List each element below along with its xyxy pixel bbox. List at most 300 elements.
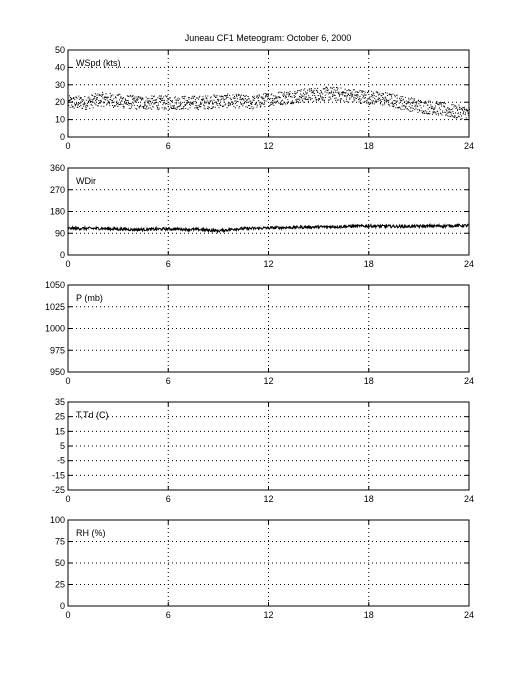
wind-speed-point — [445, 103, 446, 104]
wind-speed-point — [237, 105, 238, 106]
wind-speed-point — [320, 95, 321, 96]
wind-speed-point — [362, 92, 363, 93]
wind-speed-point — [145, 105, 146, 106]
wind-speed-point — [284, 103, 285, 104]
wind-speed-point — [413, 108, 414, 109]
wind-speed-point — [235, 107, 236, 108]
wind-speed-point — [332, 94, 333, 95]
wind-speed-point — [187, 100, 188, 101]
wind-speed-point — [213, 106, 214, 107]
wind-speed-point — [88, 97, 89, 98]
wind-speed-point — [403, 105, 404, 106]
wind-speed-point — [152, 98, 153, 99]
pressure-y-tick-label: 1050 — [44, 280, 65, 290]
wind-speed-point — [74, 108, 75, 109]
humidity-y-tick-label: 100 — [49, 515, 65, 525]
wind-speed-point — [264, 104, 265, 105]
wind-speed-point — [411, 111, 412, 112]
wind-speed-point — [447, 113, 448, 114]
wind-speed-point — [118, 94, 119, 95]
wind-speed-point — [372, 100, 373, 101]
wind-speed-point — [355, 92, 356, 93]
wind-speed-point — [261, 103, 262, 104]
figure-title: Juneau CF1 Meteogram: October 6, 2000 — [184, 33, 352, 43]
wind-speed-point — [147, 102, 148, 103]
wind-speed-point — [234, 96, 235, 97]
wind-speed-point — [253, 97, 254, 98]
wind-speed-point — [373, 92, 374, 93]
wind-speed-point — [272, 98, 273, 99]
wind-speed-point — [126, 102, 127, 103]
wind-speed-point — [249, 98, 250, 99]
wind-speed-point — [347, 90, 348, 91]
wind-speed-point — [175, 108, 176, 109]
wind-speed-point — [388, 100, 389, 101]
wind-speed-point — [396, 104, 397, 105]
wind-speed-point — [146, 97, 147, 98]
wind-speed-point — [190, 105, 191, 106]
wind-speed-point — [430, 102, 431, 103]
wind-speed-point — [327, 88, 328, 89]
temperature-label: T,Td (C) — [76, 410, 109, 420]
wind-speed-point — [338, 99, 339, 100]
wind-speed-point — [321, 98, 322, 99]
wind-speed-point — [241, 95, 242, 96]
wind-speed-point — [227, 97, 228, 98]
wind-speed-point — [292, 100, 293, 101]
wind-speed-point — [350, 93, 351, 94]
wind-speed-point — [171, 108, 172, 109]
wind-speed-point — [69, 100, 70, 101]
wind-speed-point — [148, 98, 149, 99]
wind-speed-point — [83, 104, 84, 105]
wind-speed-point — [117, 103, 118, 104]
wind-speed-point — [205, 96, 206, 97]
wind-speed-point — [295, 99, 296, 100]
wind-speed-point — [182, 102, 183, 103]
wind-speed-point — [137, 98, 138, 99]
wind-speed-point — [357, 92, 358, 93]
wind-speed-point — [433, 108, 434, 109]
wind-speed-point — [386, 102, 387, 103]
wind-speed-point — [265, 93, 266, 94]
wind-speed-point — [400, 108, 401, 109]
wind-speed-point — [257, 96, 258, 97]
wind-speed-point — [252, 102, 253, 103]
wind-speed-point — [323, 89, 324, 90]
wind-speed-point — [358, 92, 359, 93]
wind-speed-point — [308, 95, 309, 96]
wind-speed-point — [84, 96, 85, 97]
wind-speed-point — [236, 95, 237, 96]
wind-speed-point — [253, 107, 254, 108]
wind-speed-point — [410, 104, 411, 105]
temperature-x-tick-label: 0 — [65, 494, 71, 504]
temperature-y-tick-label: 5 — [59, 441, 65, 451]
wind-speed-point — [329, 97, 330, 98]
wind-speed-point — [402, 96, 403, 97]
wind-speed-point — [303, 90, 304, 91]
wind-speed-point — [249, 108, 250, 109]
wind-speed-point — [118, 102, 119, 103]
wind-speed-point — [87, 103, 88, 104]
wind-speed-point — [466, 119, 467, 120]
wind-speed-point — [465, 114, 466, 115]
wind-speed-point — [368, 103, 369, 104]
wind-speed-point — [75, 105, 76, 106]
wind-speed-point — [405, 97, 406, 98]
wind-speed-point — [131, 104, 132, 105]
wind-speed-point — [219, 96, 220, 97]
wind-speed-point — [94, 98, 95, 99]
wind-speed-point — [110, 99, 111, 100]
wind-speed-point — [401, 109, 402, 110]
wind-speed-point — [111, 102, 112, 103]
wind-speed-point — [328, 100, 329, 101]
wind-speed-point — [180, 105, 181, 106]
wind-speed-point — [350, 98, 351, 99]
wind-speed-point — [300, 91, 301, 92]
wind-speed-point — [444, 103, 445, 104]
wind-speed-point — [248, 96, 249, 97]
wind-speed-point — [413, 102, 414, 103]
wind-speed-point — [397, 95, 398, 96]
wind-speed-point — [375, 102, 376, 103]
wind-speed-point — [455, 112, 456, 113]
wind-speed-point — [364, 101, 365, 102]
wind-speed-point — [183, 108, 184, 109]
wind-speed-point — [239, 108, 240, 109]
humidity-y-tick-label: 25 — [54, 579, 65, 590]
wind-speed-point — [349, 90, 350, 91]
wind-speed-point — [280, 103, 281, 104]
wind-speed-point — [318, 100, 319, 101]
wind-speed-point — [256, 102, 257, 103]
wind-speed-point — [162, 104, 163, 105]
wind-speed-point — [422, 113, 423, 114]
wind-speed-y-tick-label: 40 — [54, 62, 65, 73]
wind-speed-point — [454, 117, 455, 118]
wind-speed-point — [250, 108, 251, 109]
wind-speed-point — [265, 96, 266, 97]
wind-speed-point — [288, 101, 289, 102]
wind-speed-point — [270, 104, 271, 105]
wind-speed-point — [354, 89, 355, 90]
wind-speed-point — [279, 92, 280, 93]
wind-speed-point — [313, 92, 314, 93]
wind-speed-point — [140, 105, 141, 106]
wind-speed-point — [134, 98, 135, 99]
wind-speed-point — [263, 94, 264, 95]
wind-speed-point — [342, 95, 343, 96]
wind-speed-point — [235, 101, 236, 102]
wind-speed-point — [325, 91, 326, 92]
wind-speed-point — [138, 102, 139, 103]
wind-speed-point — [394, 95, 395, 96]
wind-speed-point — [426, 102, 427, 103]
pressure-panel — [45, 280, 474, 386]
wind-direction-y-tick-label: 0 — [59, 250, 65, 260]
wind-speed-point — [166, 96, 167, 97]
wind-speed-point — [426, 113, 427, 114]
wind-speed-point — [274, 102, 275, 103]
wind-speed-point — [442, 114, 443, 115]
wind-speed-point — [449, 116, 450, 117]
wind-speed-point — [225, 104, 226, 105]
wind-speed-point — [322, 93, 323, 94]
wind-speed-point — [335, 92, 336, 93]
wind-speed-point — [127, 100, 128, 101]
wind-speed-point — [333, 92, 334, 93]
wind-speed-point — [438, 104, 439, 105]
wind-speed-point — [345, 95, 346, 96]
wind-speed-point — [151, 98, 152, 99]
wind-speed-point — [229, 105, 230, 106]
wind-speed-point — [383, 98, 384, 99]
wind-speed-point — [275, 97, 276, 98]
wind-speed-point — [219, 107, 220, 108]
wind-speed-point — [227, 94, 228, 95]
wind-speed-point — [408, 101, 409, 102]
wind-speed-point — [131, 106, 132, 107]
wind-speed-point — [229, 95, 230, 96]
wind-speed-point — [429, 111, 430, 112]
wind-speed-x-tick-label: 0 — [65, 141, 71, 151]
wind-speed-point — [442, 112, 443, 113]
wind-speed-point — [150, 108, 151, 109]
wind-speed-point — [375, 100, 376, 101]
wind-speed-point — [182, 96, 183, 97]
wind-speed-point — [188, 101, 189, 102]
wind-speed-point — [113, 107, 114, 108]
wind-speed-point — [413, 98, 414, 99]
wind-speed-point — [153, 100, 154, 101]
wind-speed-point — [121, 96, 122, 97]
humidity-y-tick-label: 0 — [59, 601, 65, 611]
wind-speed-point — [287, 103, 288, 104]
wind-speed-point — [384, 103, 385, 104]
wind-speed-point — [106, 93, 107, 94]
pressure-y-tick-label: 1025 — [44, 301, 65, 312]
wind-speed-point — [202, 99, 203, 100]
wind-speed-point — [133, 100, 134, 101]
wind-speed-point — [119, 99, 120, 100]
wind-speed-point — [379, 93, 380, 94]
wind-speed-point — [365, 92, 366, 93]
wind-speed-point — [146, 107, 147, 108]
wind-speed-point — [183, 98, 184, 99]
wind-speed-point — [349, 95, 350, 96]
wind-speed-point — [95, 93, 96, 94]
wind-speed-point — [132, 99, 133, 100]
wind-speed-point — [352, 95, 353, 96]
wind-speed-point — [201, 104, 202, 105]
wind-speed-point — [436, 103, 437, 104]
wind-speed-point — [357, 97, 358, 98]
wind-speed-point — [451, 104, 452, 105]
wind-speed-point — [230, 104, 231, 105]
wind-speed-point — [335, 90, 336, 91]
wind-speed-point — [115, 105, 116, 106]
wind-speed-point — [172, 101, 173, 102]
wind-speed-point — [378, 99, 379, 100]
wind-speed-point — [468, 113, 469, 114]
wind-speed-point — [203, 99, 204, 100]
wind-speed-point — [340, 99, 341, 100]
wind-direction-y-tick-label: 180 — [49, 206, 65, 217]
wind-speed-point — [83, 106, 84, 107]
wind-speed-point — [100, 100, 101, 101]
wind-speed-point — [103, 94, 104, 95]
wind-speed-point — [129, 105, 130, 106]
wind-speed-point — [448, 107, 449, 108]
wind-speed-point — [234, 101, 235, 102]
wind-speed-point — [352, 92, 353, 93]
wind-speed-point — [138, 97, 139, 98]
wind-speed-y-tick-label: 20 — [54, 97, 65, 108]
wind-speed-point — [126, 103, 127, 104]
wind-speed-point — [386, 100, 387, 101]
wind-speed-point — [346, 99, 347, 100]
wind-speed-point — [227, 107, 228, 108]
wind-speed-point — [441, 102, 442, 103]
wind-speed-point — [225, 104, 226, 105]
wind-speed-point — [435, 106, 436, 107]
wind-speed-point — [452, 116, 453, 117]
wind-speed-point — [168, 99, 169, 100]
wind-speed-point — [200, 106, 201, 107]
wind-speed-point — [291, 102, 292, 103]
wind-speed-point — [259, 102, 260, 103]
wind-speed-point — [461, 115, 462, 116]
wind-speed-point — [264, 106, 265, 107]
wind-speed-point — [465, 112, 466, 113]
wind-speed-point — [268, 93, 269, 94]
wind-speed-point — [380, 103, 381, 104]
wind-speed-point — [382, 93, 383, 94]
wind-speed-point — [389, 94, 390, 95]
wind-speed-point — [362, 91, 363, 92]
wind-speed-point — [458, 105, 459, 106]
wind-speed-point — [86, 109, 87, 110]
wind-speed-point — [267, 99, 268, 100]
wind-speed-point — [353, 101, 354, 102]
wind-speed-point — [311, 90, 312, 91]
wind-speed-point — [266, 101, 267, 102]
wind-speed-point — [341, 88, 342, 89]
wind-speed-point — [432, 106, 433, 107]
wind-speed-point — [357, 94, 358, 95]
wind-speed-point — [148, 108, 149, 109]
wind-speed-point — [259, 95, 260, 96]
wind-speed-y-tick-label: 10 — [54, 114, 65, 125]
wind-speed-y-tick-label: 0 — [59, 132, 65, 142]
wind-speed-point — [189, 103, 190, 104]
wind-speed-point — [408, 109, 409, 110]
wind-speed-point — [428, 109, 429, 110]
wind-speed-point — [171, 107, 172, 108]
wind-speed-point — [459, 116, 460, 117]
wind-speed-point — [321, 91, 322, 92]
wind-speed-point — [311, 91, 312, 92]
wind-speed-point — [82, 101, 83, 102]
wind-speed-point — [166, 103, 167, 104]
wind-speed-point — [301, 89, 302, 90]
wind-speed-point — [94, 103, 95, 104]
wind-speed-point — [116, 97, 117, 98]
wind-speed-point — [374, 95, 375, 96]
wind-speed-point — [451, 109, 452, 110]
wind-speed-point — [314, 90, 315, 91]
wind-speed-point — [442, 111, 443, 112]
wind-speed-point — [353, 97, 354, 98]
wind-speed-point — [370, 102, 371, 103]
wind-speed-point — [246, 95, 247, 96]
temperature-y-tick-label: 25 — [54, 411, 65, 422]
wind-speed-point — [430, 101, 431, 102]
wind-speed-point — [296, 99, 297, 100]
wind-speed-point — [382, 105, 383, 106]
wind-speed-point — [216, 103, 217, 104]
wind-speed-point — [204, 105, 205, 106]
wind-speed-point — [296, 93, 297, 94]
wind-speed-point — [416, 102, 417, 103]
wind-speed-point — [457, 109, 458, 110]
wind-speed-point — [429, 113, 430, 114]
pressure-x-tick-label: 24 — [463, 376, 475, 386]
wind-speed-point — [391, 94, 392, 95]
humidity-label: RH (%) — [76, 528, 106, 538]
wind-speed-point — [212, 108, 213, 109]
wind-speed-point — [233, 106, 234, 107]
wind-speed-point — [105, 99, 106, 100]
wind-speed-point — [164, 100, 165, 101]
wind-speed-point — [331, 92, 332, 93]
wind-speed-point — [407, 103, 408, 104]
wind-speed-point — [430, 104, 431, 105]
wind-speed-point — [149, 105, 150, 106]
wind-speed-point — [441, 104, 442, 105]
wind-speed-point — [215, 107, 216, 108]
wind-speed-point — [452, 109, 453, 110]
wind-speed-point — [213, 103, 214, 104]
wind-speed-point — [366, 102, 367, 103]
wind-speed-point — [175, 96, 176, 97]
wind-speed-point — [114, 102, 115, 103]
wind-speed-point — [432, 112, 433, 113]
wind-speed-point — [93, 107, 94, 108]
wind-speed-point — [278, 97, 279, 98]
wind-speed-point — [412, 103, 413, 104]
wind-speed-point — [240, 97, 241, 98]
wind-speed-point — [100, 103, 101, 104]
wind-speed-point — [374, 98, 375, 99]
wind-speed-point — [110, 93, 111, 94]
wind-speed-point — [160, 99, 161, 100]
wind-speed-point — [297, 101, 298, 102]
wind-speed-point — [412, 110, 413, 111]
wind-speed-point — [401, 98, 402, 99]
wind-speed-point — [352, 96, 353, 97]
wind-speed-point — [450, 116, 451, 117]
wind-speed-point — [204, 101, 205, 102]
wind-speed-point — [314, 93, 315, 94]
wind-speed-point — [213, 107, 214, 108]
wind-speed-point — [406, 104, 407, 105]
wind-speed-point — [231, 99, 232, 100]
wind-speed-point — [121, 104, 122, 105]
wind-speed-point — [96, 95, 97, 96]
